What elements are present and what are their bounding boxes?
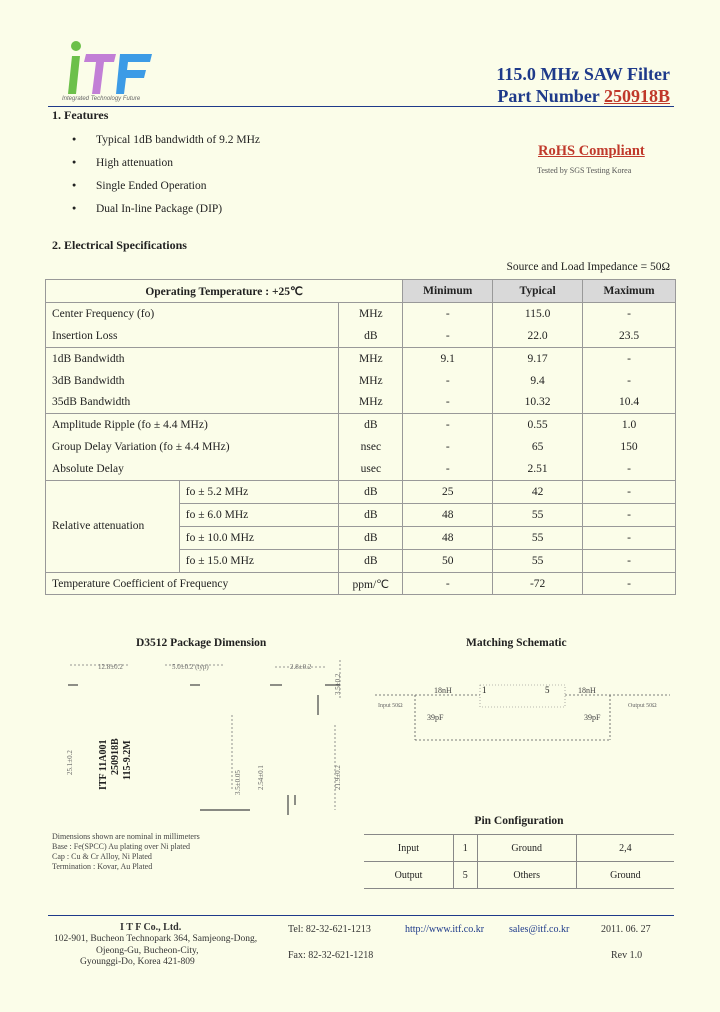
footer-date: 2011. 06. 27 bbox=[601, 924, 651, 935]
table-row: 3dB Bandwidth MHz - 9.4 - bbox=[46, 370, 676, 392]
col-maximum: Maximum bbox=[583, 280, 676, 303]
dim-pitch: 5.0±0.2 (typ) bbox=[172, 663, 209, 671]
table-row: fo ± 15.0 MHz dB 50 55 - bbox=[46, 549, 676, 572]
input-label: Input 50Ω bbox=[378, 703, 403, 709]
part-number: 250918B bbox=[603, 86, 670, 106]
table-row: Temperature Coefficient of Frequency ppm/℃ - -72 - bbox=[46, 572, 676, 595]
electrical-heading: 2. Electrical Specifications bbox=[52, 238, 187, 252]
list-item: ● Typical 1dB bandwidth of 9.2 MHz bbox=[72, 128, 260, 151]
table-row: Absolute Delay usec - 2.51 - bbox=[46, 458, 676, 480]
dim-side: 3.5±0.2 bbox=[334, 673, 342, 695]
footer-tel: Tel: 82-32-621-1213 bbox=[288, 924, 371, 935]
dim-bottom-2: 2.54±0.1 bbox=[257, 765, 265, 790]
header-divider bbox=[48, 106, 674, 107]
table-row: Amplitude Ripple (fo ± 4.4 MHz) dB - 0.55 1.0 bbox=[46, 414, 676, 436]
marking-line-2: 250918B bbox=[110, 738, 121, 775]
dim-width: 12.8±0.2 bbox=[98, 663, 123, 671]
pin-config-table bbox=[364, 808, 674, 889]
table-row: Output 5 Others Ground bbox=[364, 862, 674, 889]
inductor-2: 18nH bbox=[578, 686, 596, 695]
package-notes: Dimensions shown are nominal in millimeters Base : Fe(SPCC) Au plating over Ni plated Cap : Cu & Cr Alloy, Ni Plated Termination : Kovar, Au Plated bbox=[52, 832, 200, 871]
pin-in-number: 1 bbox=[482, 685, 487, 695]
package-title: D3512 Package Dimension bbox=[136, 637, 267, 649]
marking-line-3: 115-9.2M bbox=[122, 740, 133, 780]
footer-fax: Fax: 82-32-621-1218 bbox=[288, 950, 374, 961]
col-typical: Typical bbox=[493, 280, 583, 303]
table-row: Relative attenuation fo ± 5.2 MHz dB 25 42 - bbox=[46, 481, 676, 504]
list-item: ● High attenuation bbox=[72, 151, 260, 174]
dim-bottom-1: 3.5±0.05 bbox=[234, 770, 242, 795]
footer-company: I T F Co., Ltd. bbox=[120, 922, 182, 933]
list-item: ● Dual In-line Package (DIP) bbox=[72, 197, 260, 220]
table-row: 35dB Bandwidth MHz - 10.32 10.4 bbox=[46, 391, 676, 413]
rohs-badge: RoHS Compliant bbox=[538, 143, 645, 159]
table-row: Input 1 Ground 2,4 bbox=[364, 835, 674, 862]
table-row: fo ± 10.0 MHz dB 48 55 - bbox=[46, 526, 676, 549]
sgs-note: Tested by SGS Testing Korea bbox=[537, 166, 632, 175]
features-list bbox=[72, 128, 260, 220]
capacitor-2: 39pF bbox=[584, 713, 601, 722]
table-row: Group Delay Variation (fo ± 4.4 MHz) nsec - 65 150 bbox=[46, 436, 676, 458]
table-row: Center Frequency (fo) MHz - 115.0 - bbox=[46, 302, 676, 324]
footer-email-link[interactable]: sales@itf.co.kr bbox=[509, 924, 570, 935]
schematic-title: Matching Schematic bbox=[466, 637, 567, 649]
matching-schematic bbox=[370, 675, 675, 745]
table-header-row bbox=[46, 280, 676, 303]
product-title: 115.0 MHz SAW Filter bbox=[496, 64, 670, 84]
dim-height-1: 25.1±0.2 bbox=[66, 750, 74, 775]
features-heading: 1. Features bbox=[52, 108, 109, 122]
pin-config-title: Pin Configuration bbox=[474, 815, 564, 827]
table-row: fo ± 6.0 MHz dB 48 55 - bbox=[46, 503, 676, 526]
dim-height-2: 21.9±0.2 bbox=[334, 765, 342, 790]
output-label: Output 50Ω bbox=[628, 703, 657, 709]
spec-table bbox=[45, 279, 676, 595]
col-minimum: Minimum bbox=[403, 280, 493, 303]
footer-website-link[interactable]: http://www.itf.co.kr bbox=[405, 924, 485, 935]
capacitor-1: 39pF bbox=[427, 713, 444, 722]
logo-subtitle: Integrated Technology Future bbox=[62, 96, 141, 102]
table-row: 1dB Bandwidth MHz 9.1 9.17 - bbox=[46, 347, 676, 369]
package-drawing bbox=[50, 655, 350, 830]
dim-right: 2.8±0.2 bbox=[290, 663, 312, 671]
relative-attenuation-label: Relative attenuation bbox=[46, 481, 180, 573]
pin-out-number: 5 bbox=[545, 685, 550, 695]
footer-address: 102-901, Bucheon Technopark 364, Samjeong-Dong, Ojeong-Gu, Bucheon-City, Gyounggi-Do, Korea 421-809 bbox=[54, 934, 258, 967]
impedance-note: Source and Load Impedance = 50Ω bbox=[506, 261, 670, 273]
footer-revision: Rev 1.0 bbox=[611, 950, 643, 961]
operating-temp: Operating Temperature : +25℃ bbox=[46, 280, 403, 303]
inductor-1: 18nH bbox=[434, 686, 452, 695]
part-number-label: Part Number bbox=[497, 86, 600, 106]
list-item: ● Single Ended Operation bbox=[72, 174, 260, 197]
company-logo bbox=[64, 40, 154, 100]
part-number-line bbox=[497, 86, 670, 107]
table-row: Insertion Loss dB - 22.0 23.5 bbox=[46, 325, 676, 347]
footer-divider bbox=[48, 915, 674, 916]
marking-line-1: ITF 11A001 bbox=[98, 739, 109, 790]
